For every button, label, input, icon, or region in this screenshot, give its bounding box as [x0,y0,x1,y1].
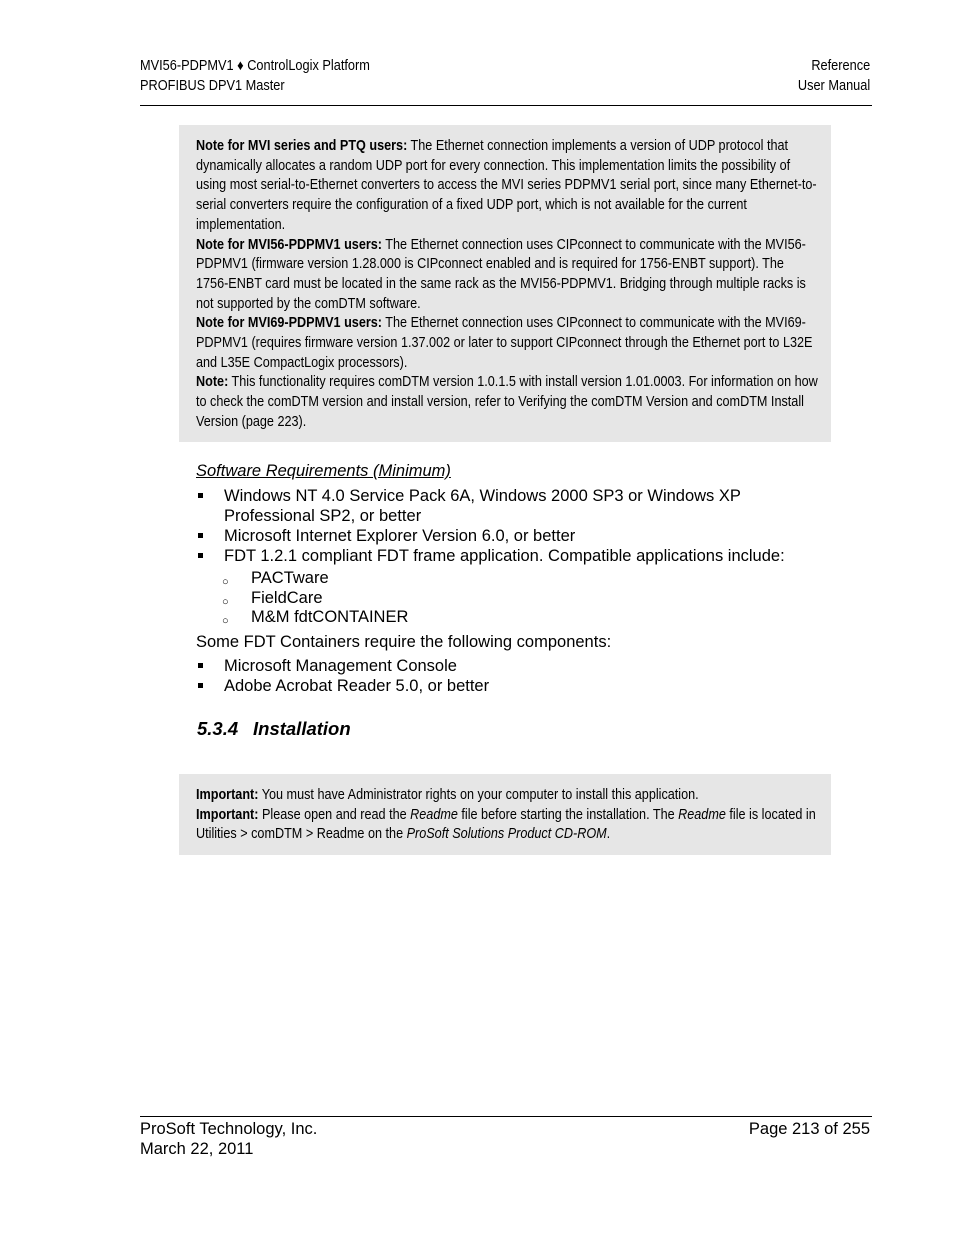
footer-company: ProSoft Technology, Inc. [140,1120,318,1138]
note-readme: Important: Please open and read the Readme file before starting the installation. The Readme file is located in Utilities > comDTM > Readme on the ProSoft Solutions Product CD-ROM. [196,806,816,843]
section-title: Installation [253,718,351,739]
list-item: ○ M&M fdtCONTAINER [222,608,408,628]
header-subtitle: PROFIBUS DPV1 Master [140,77,285,94]
compatible-apps-list [222,569,408,628]
header-divider [140,105,872,106]
components-intro: Some FDT Containers require the following components: [196,633,612,651]
note-box-ethernet [179,125,831,442]
note-admin-rights: Important: You must have Administrator rights on your computer to install this application. [196,787,699,803]
header-section: Reference [811,58,870,74]
components-list [196,656,826,696]
bullet-icon [198,493,203,498]
note-box-installation [179,774,831,855]
software-requirements-heading: Software Requirements (Minimum) [196,462,451,480]
list-item: Microsoft Management Console [196,656,826,676]
list-item: ○ PACTware [222,569,408,589]
header-doc-type: User Manual [797,77,870,94]
circle-bullet-icon: ○ [222,576,229,588]
page-footer-left [140,1120,317,1159]
list-item: FDT 1.2.1 compliant FDT frame application. Compatible applications include: [196,546,826,566]
circle-bullet-icon: ○ [222,595,229,608]
note-mvi69: Note for MVI69-PDPMV1 users: The Ethernet connection uses CIPconnect to communicate with the MVI69-PDPMV1 (requires firmware version 1.37.002 or later to support CIPconnect through the Ethernet port to L32E and L35E CompactLogix processors). [196,315,813,371]
page-number: Page 213 of 255 [748,1120,870,1138]
page-footer-right [749,1120,870,1140]
footer-date: March 22, 2011 [140,1139,254,1158]
circle-bullet-icon: ○ [222,615,229,627]
note-mvi56: Note for MVI56-PDPMV1 users: The Ethernet connection uses CIPconnect to communicate with the MVI56-PDPMV1 (firmware version 1.28.000 is CIPconnect enabled and is required for 1756-ENBT support). The 1756-ENBT card must be located in the same rack as the MVI56-PDPMV1. Bridging through multiple racks is not supported by the comDTM software. [196,236,806,312]
bullet-icon [198,663,203,668]
header-product: MVI56-PDPMV1 ♦ ControlLogix Platform [140,58,370,74]
bullet-icon [198,553,203,558]
page-header-right [798,57,870,96]
bullet-icon [198,533,203,538]
section-heading-installation [197,718,351,740]
software-requirements-list [196,486,826,566]
list-item: Microsoft Internet Explorer Version 6.0, or better [196,526,826,546]
list-item: ○ FieldCare [222,589,408,609]
footer-divider [140,1116,872,1117]
page-header-left [140,57,370,96]
note-mvi-ptq: Note for MVI series and PTQ users: The Ethernet connection implements a version of UDP protocol that dynamically allocates a random UDP port for every connection. This implementation limits the possibility of using most serial-to-Ethernet converters to access the MVI series PDPMV1 serial port, since many Ethernet-to-serial converters require the configuration of a fixed UDP port, which is not available for the current implementation. [196,138,817,233]
note-comdtm: Note: This functionality requires comDTM version 1.0.1.5 with install version 1.01.0003. For information on how to check the comDTM version and install version, refer to Verifying the comDTM Version and comDTM Install Version (page 223). [196,374,818,430]
list-item: Adobe Acrobat Reader 5.0, or better [196,676,826,696]
bullet-icon [198,683,203,688]
section-number: 5.3.4 [197,718,239,739]
list-item: Windows NT 4.0 Service Pack 6A, Windows 2000 SP3 or Windows XP Professional SP2, or better [196,486,826,526]
